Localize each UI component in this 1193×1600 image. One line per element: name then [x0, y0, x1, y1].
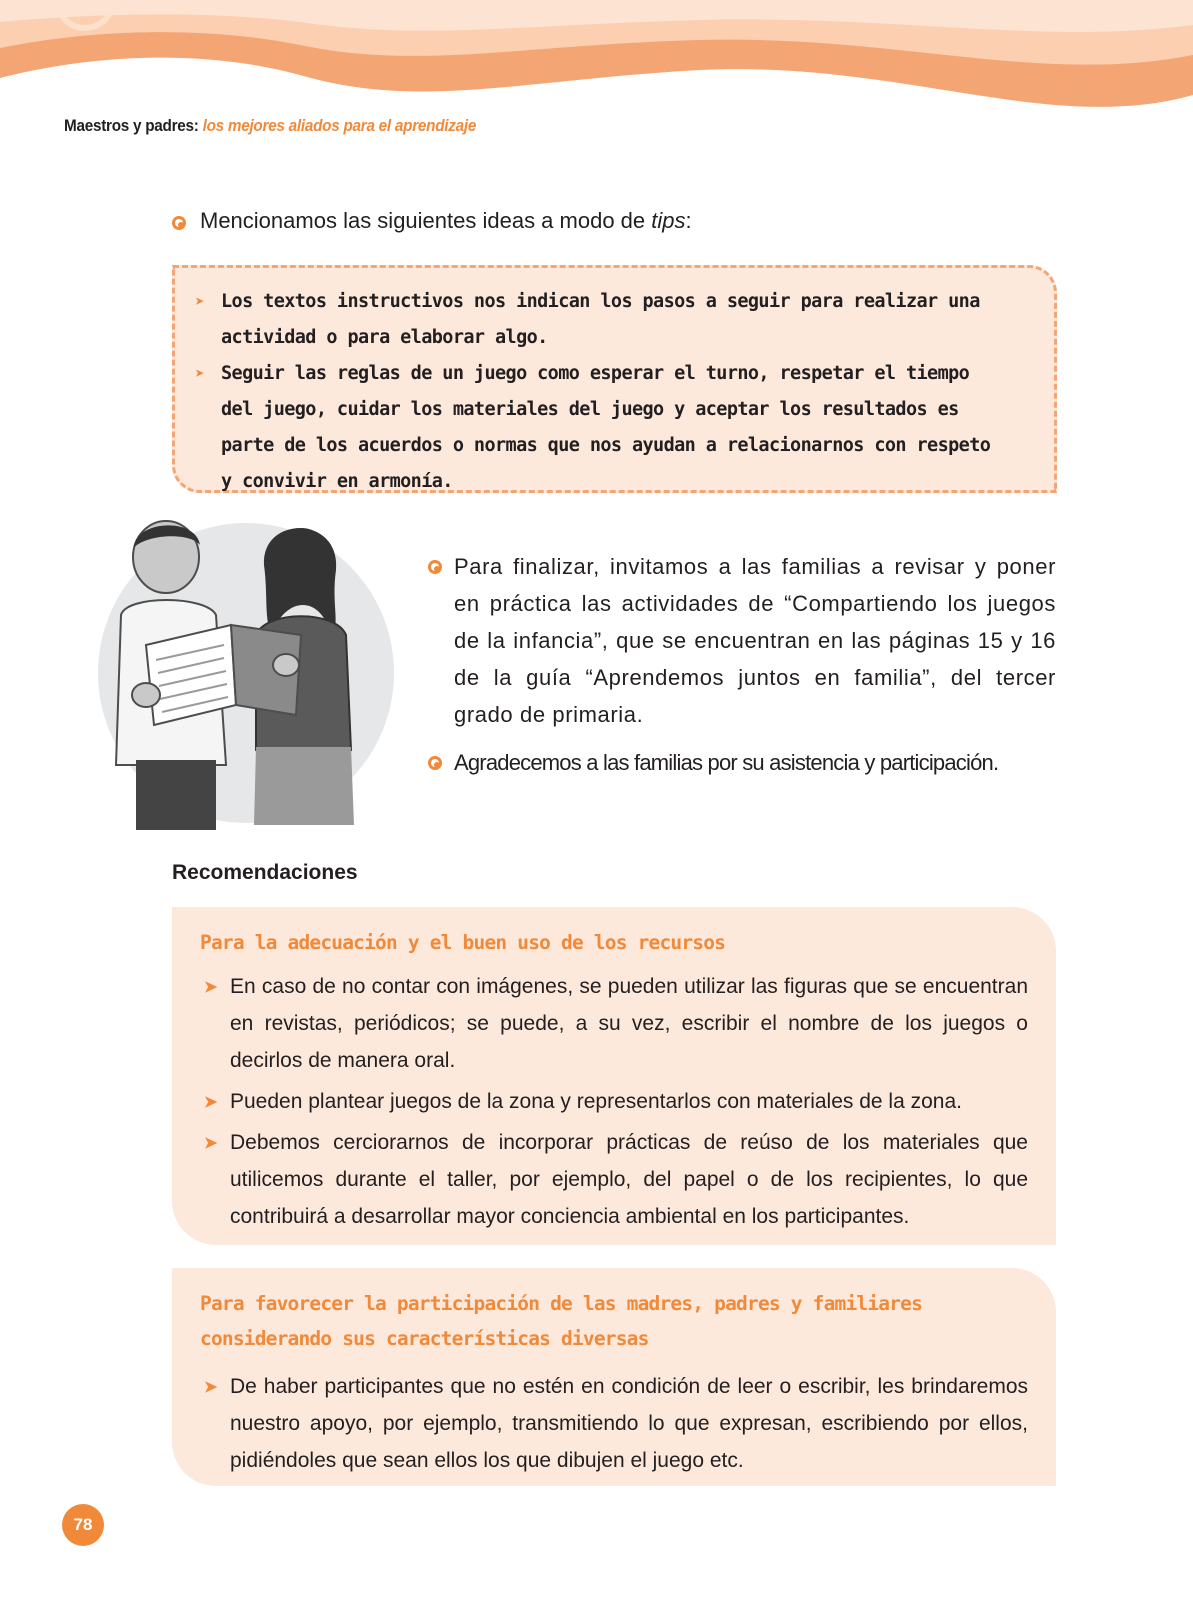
tip-item — [195, 356, 1011, 500]
intro-text-end: : — [685, 208, 692, 233]
closing-text-1: Para finalizar, invitamos a las familias a revisar y poner en práctica las actividades de “Compartiendo los juegos de la infancia”, que se encuentran en las páginas 15 y 16 de la guía “Aprendemos juntos en familia”, del tercer grado de primaria. — [454, 554, 1056, 727]
bullet-icon — [428, 756, 442, 770]
recommendation-heading: Para favorecer la participación de las madres, padres y familiares considerando sus características diversas — [200, 1292, 923, 1350]
list-item-text: En caso de no contar con imágenes, se pueden utilizar las figuras que se encuentran en revistas, periódicos; se puede, a su vez, escribir el nombre de los juegos o decirlos de manera oral. — [230, 975, 1028, 1072]
list-item — [204, 1124, 1028, 1235]
closing-text-2: Agradecemos a las familias por su asistencia y participación. — [454, 750, 999, 775]
bullet-icon — [428, 560, 442, 574]
list-item-text: Debemos cerciorarnos de incorporar prácticas de reúso de los materiales que utilicemos durante el taller, por ejemplo, del papel o de los recipientes, lo que contribuirá a desarrollar mayor conciencia ambiental en los participantes. — [230, 1131, 1028, 1228]
recommendation-heading: Para la adecuación y el buen uso de los recursos — [200, 931, 726, 954]
tips-list — [195, 284, 1011, 500]
list-item-text: Pueden plantear juegos de la zona y representarlos con materiales de la zona. — [230, 1090, 962, 1113]
list-item — [204, 968, 1028, 1079]
arrow-right-icon: ➤ — [204, 1094, 218, 1111]
bullet-icon — [172, 216, 186, 230]
list-item — [204, 1368, 1028, 1479]
tip-text: Los textos instructivos nos indican los pasos a seguir para realizar una actividad o para elaborar algo. — [221, 291, 980, 348]
recommendation-list — [204, 968, 1028, 1239]
recommendation-box-participation — [172, 1268, 1056, 1486]
arrow-right-icon: ➤ — [204, 979, 218, 996]
recommendation-list — [204, 1368, 1028, 1483]
tip-text: Seguir las reglas de un juego como esperar el turno, respetar el tiempo del juego, cuidar los materiales del juego y aceptar los resultados es parte de los acuerdos o normas que nos ayudan a relacionarnos con respeto y convivir en armonía. — [221, 363, 991, 492]
closing-paragraph-1 — [428, 548, 1056, 733]
list-item-text: De haber participantes que no estén en condición de leer o escribir, les brindaremos nuestro apoyo, por ejemplo, transmitiendo lo que expresan, escribiendo por ellos, pidiéndoles que sean ellos los que dibujen el juego etc. — [230, 1375, 1028, 1472]
closing-paragraph-2 — [428, 744, 1056, 781]
arrow-right-icon: ➤ — [195, 364, 205, 383]
tips-box — [172, 265, 1057, 493]
arrow-right-icon: ➤ — [204, 1135, 218, 1152]
recommendation-box-resources — [172, 907, 1056, 1245]
tip-item — [195, 284, 1011, 356]
running-head-italic: los mejores aliados para el aprendizaje — [202, 116, 477, 135]
parents-reading-illustration — [96, 515, 396, 835]
recommendations-title: Recomendaciones — [172, 861, 358, 884]
page-number: 78 — [62, 1504, 104, 1546]
arrow-right-icon: ➤ — [204, 1379, 218, 1396]
list-item — [204, 1083, 1028, 1120]
running-head — [64, 116, 476, 136]
running-head-bold: Maestros y padres: — [64, 116, 199, 135]
intro-text-italic: tips — [651, 208, 686, 233]
arrow-right-icon: ➤ — [195, 292, 205, 311]
intro-text: Mencionamos las siguientes ideas a modo de — [200, 208, 652, 233]
